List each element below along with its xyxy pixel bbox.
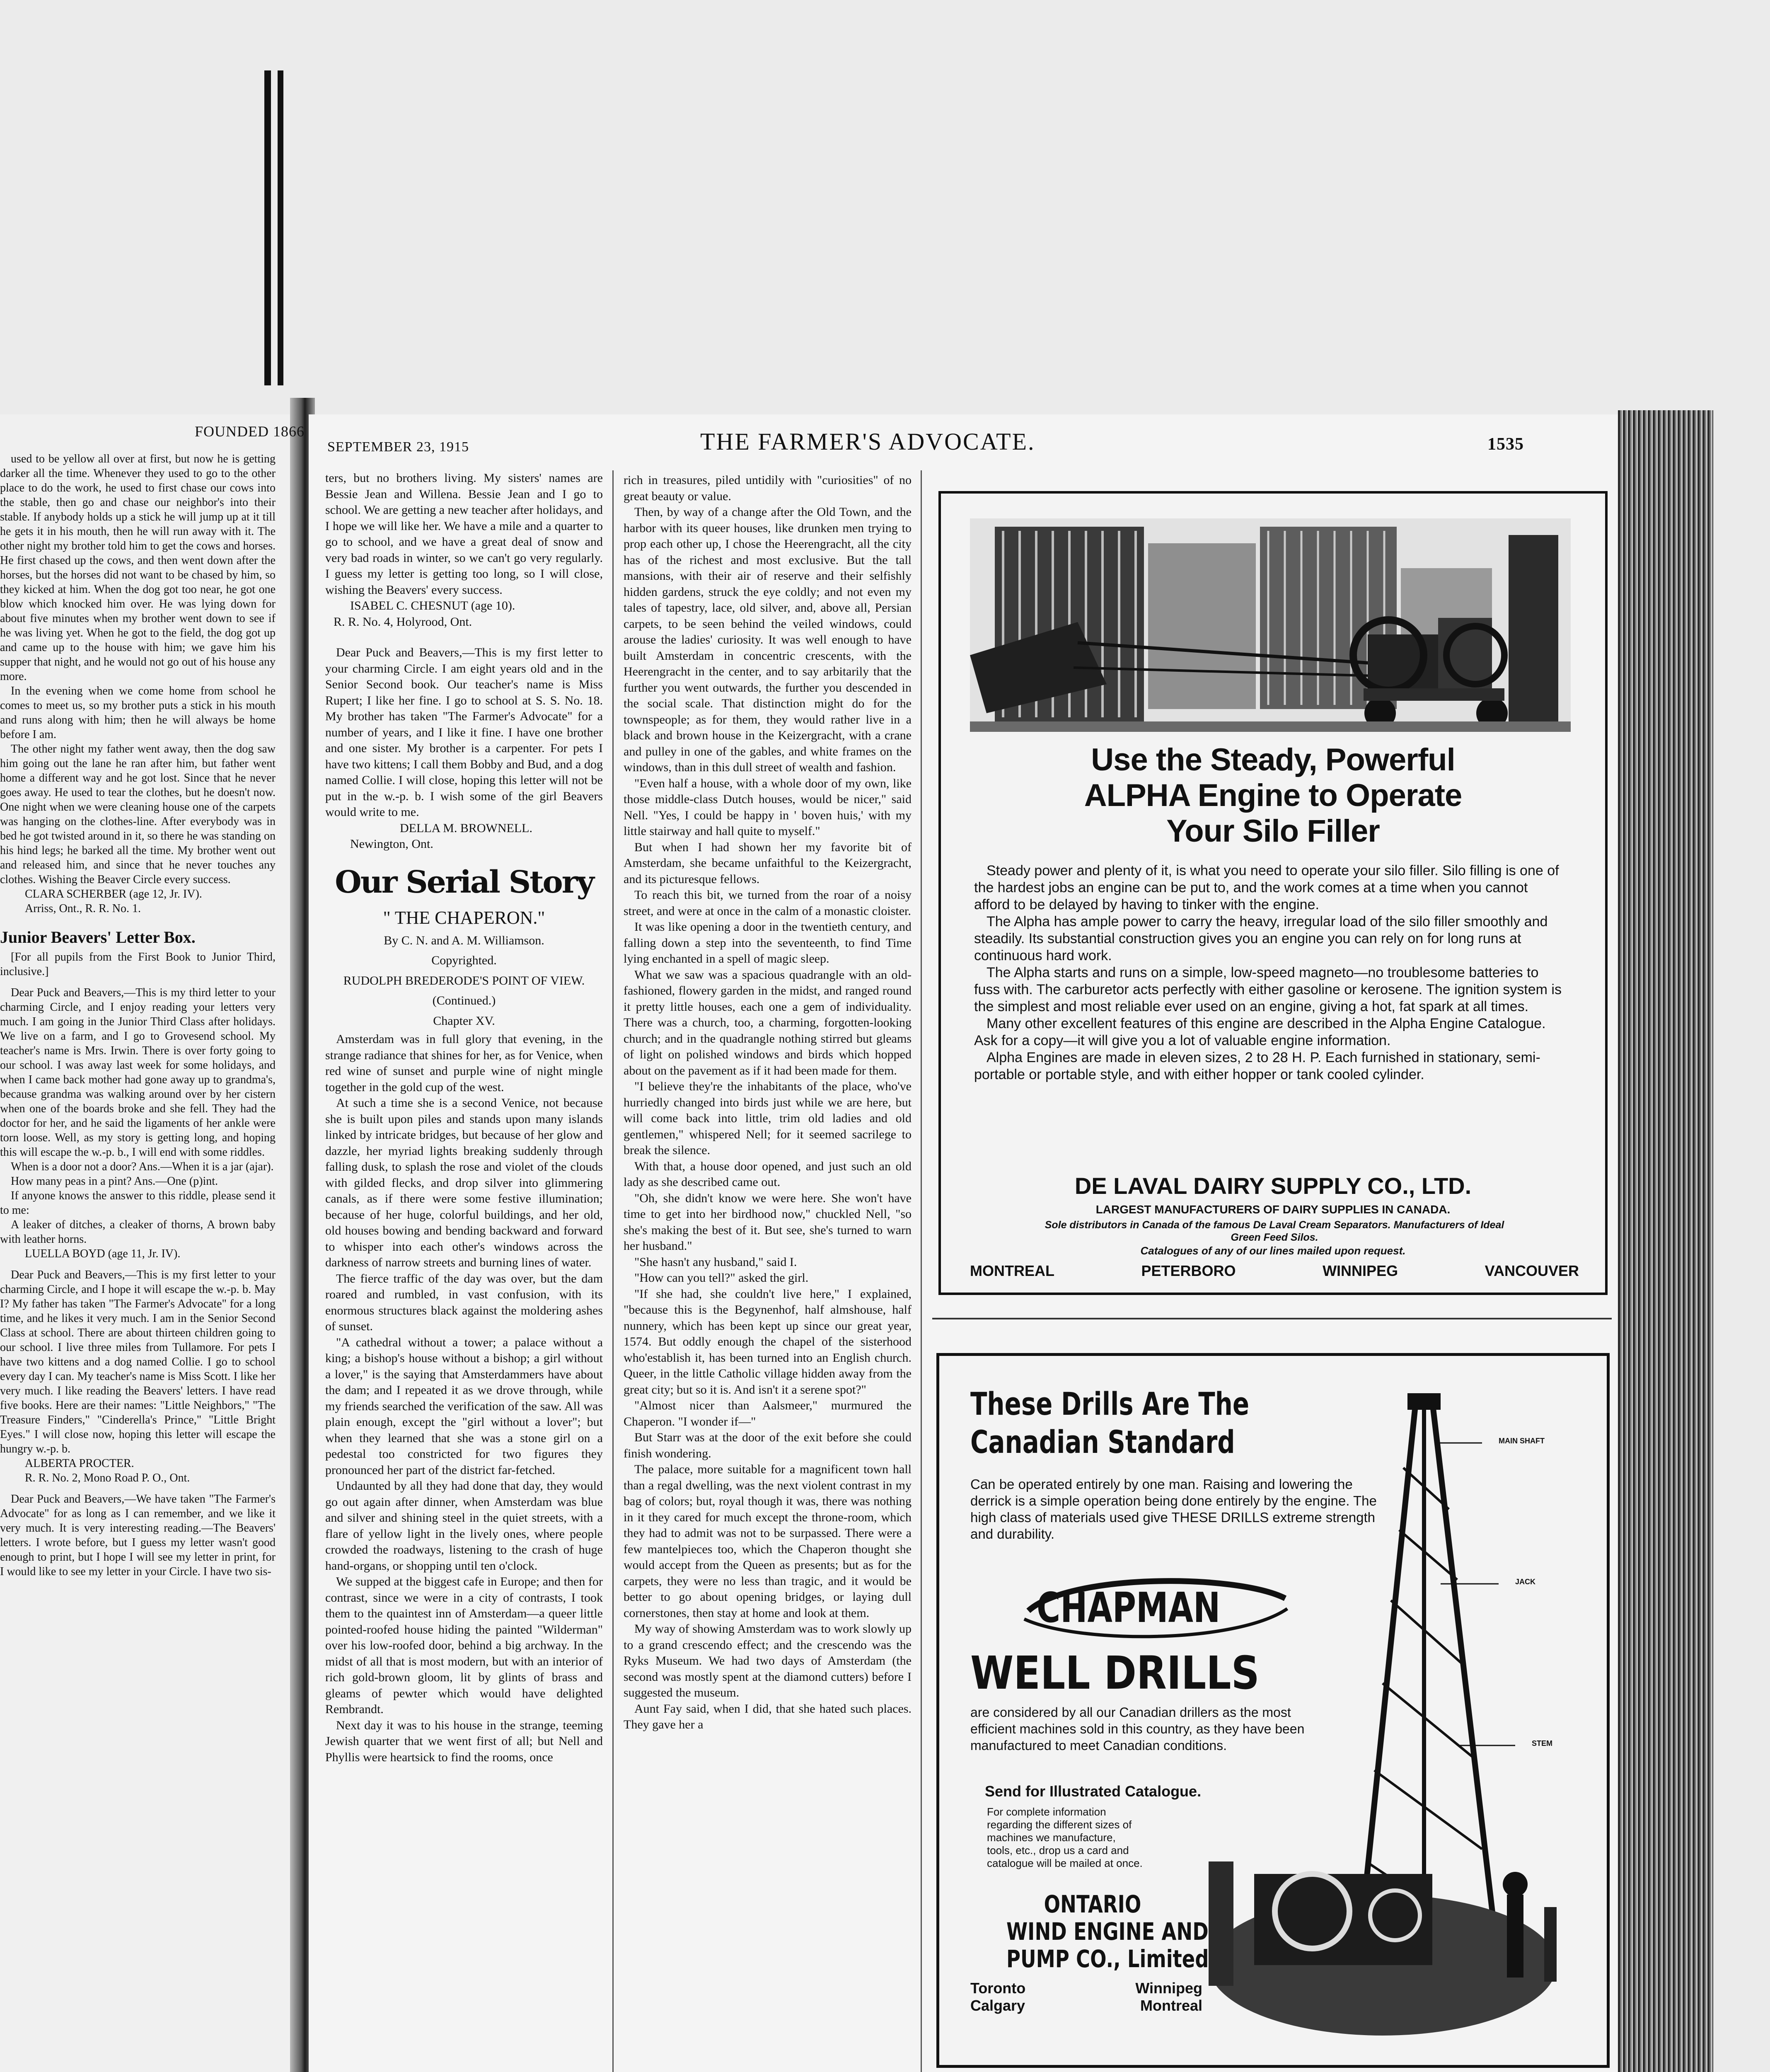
engine-illustration (970, 518, 1571, 732)
city: Calgary (970, 1997, 1025, 2014)
story-paragraph: The fierce traffic of the day was over, but the dam roared and rumbled, in vast confusion, with its enormous structures black against the moldering ashes of sunset. (325, 1271, 603, 1333)
letter-paragraph: A leaker of ditches, a cleaker of thorns, A brown baby with leather horns. (0, 1218, 276, 1246)
ad-paragraph: Alpha Engines are made in eleven sizes, 2 to 28 H. P. Each furnished in stationary, semi-portable or portable style, and with either hopper or tank cooled cylinder. (974, 1050, 1540, 1082)
story-paragraph: The palace, more suitable for a magnificent town hall than a regal dwelling, was the next violent contrast in my bag of colors; but, royal though it was, there was nothing in it they cared for much except the throne-room, which they had to admit was not to be surpassed. There were a few mantelpieces too, which the Chaperon thought she would accept from the Queen as presents; but as for the carpets, they were no less than tragic, and it would be better to go about opening bridges, or laying dull cornerstones, then stay at home and look at them. (624, 1462, 912, 1620)
page-date: SEPTEMBER 23, 1915 (327, 439, 469, 455)
diagram-label: STEM (1532, 1739, 1553, 1748)
letter-paragraph: Dear Puck and Beavers,—This is my first letter to your charming Circle, and I hope it will escape the w.-p. b. May I? My father has taken "The Farmer's Advocate" for a long time, and he likes it very much. I am in the Senior Second Class at school. There are about thirteen children going to our school. I live three miles from Tullamore. For pets I have two kittens and a dog named Collie. I go to school every day I can. My teacher's name is Miss Scott. I like her very much. I like reading the Beavers' letters. I have read five books. Here are their names: "Little Neighbors," "The Treasure Finders," "Cinderella's Prince," "Little Bright Eyes." I will close now, hoping this letter will escape the hungry w.-p. b. (0, 1268, 276, 1455)
story-paragraph: Amsterdam was in full glory that evening, in the strange radiance that shines for her, as for Venice, when red wine of sunset and purple wine of night mingle together in the gold cup of the west. (325, 1032, 603, 1094)
right-text-column (624, 472, 912, 2072)
ad-subline: Sole distributors in Canada of the famous De Laval Cream Separators. Manufacturers of Ideal Green Feed Silos. (1045, 1219, 1504, 1243)
story-paragraph: "If she had, she couldn't live here," I explained, "because this is the Begynenhof, half almshouse, half nunnery, which has been kept up since our great year, 1574. But oddly enough the chapel of the sisterhood who'establish it, has been turned into an English church. Queer, in the little Catholic village hidden away from the great city; but so it is. And isn't it a serene spot?" (624, 1287, 912, 1397)
ad-company-name: DE LAVAL DAIRY SUPPLY CO., LTD. (1074, 1173, 1472, 1199)
left-running-head: FOUNDED 1866 (195, 423, 305, 440)
letter-paragraph: ters, but no brothers living. My sisters' names are Bessie Jean and Willena. Bessie Jean and I go to school. We are getting a new teacher after holidays, and I hope we will like her. We have a mile and a quarter to go to school, and we have a great deal of snow and very bad roads in winter, so we can't go very regularly. I guess my letter is getting too long, so I will close, wishing the Beavers' every success. (325, 471, 603, 597)
gutter-mark-top-2 (278, 70, 283, 385)
ad-paragraph: The Alpha starts and runs on a simple, low-speed magneto—no troublesome batteries to fuss with. The carburetor acts perfectly with either gasoline or kerosene. The ignition system is the simplest and most reliable ever used on an engine, giving a hot, fat spark at all times. (974, 965, 1562, 1014)
story-paragraph: Then, by way of a change after the Old Town, and the harbor with its queer houses, like drunken men trying to prop each other up, I chose the Heerengracht, all the city has of the richest and most exclusive. But the tall mansions, with their air of reserve and their selfishly hidden gardens, struck the eye coldly; and not even my tales of tapestry, lace, old silver, and, above all, Persian carpets, to be seen behind the veiled windows, could arouse the ladies' curiosity. It was well enough to have built Amsterdam in concentric crescents, with the Heerengracht in the center, and to say arbitarily that the further you went outwards, the further you descended in the social scale. That distinction might do for the townspeople; as for them, they would rather live in a black and brown house in the Keizergracht, with a crane and pulley in one of the gables, and white frames on the windows, than in this dull street of wealth and fashion. (624, 505, 912, 774)
story-paragraph: To reach this bit, we turned from the roar of a noisy street, and were at once in the calm of a monastic cloister. (624, 888, 912, 918)
journal-title: THE FARMER'S ADVOCATE. (700, 428, 1035, 455)
story-continued: (Continued.) (432, 994, 496, 1007)
story-paragraph: "A cathedral without a tower; a palace without a king; a bishop's house without a bishop; a girl without a lover," is the saying that Amsterdammers have about the dam; and I repeated it as we drove through, while my friends searched the verification of the saw. All was plain enough, except the "girl without a lover"; but when they learned that she was a stone girl on a pedestal too constricted for two figures they pronounced her part of the district far-fetched. (325, 1335, 603, 1477)
story-paragraph: Next day it was to his house in the strange, teeming Jewish quarter that we went first of all; but Nell and Phyllis were heartsick to find the rooms, once (325, 1718, 603, 1764)
page-number: 1535 (1487, 435, 1524, 454)
story-paragraph: Undaunted by all they had done that day, they would go out again after dinner, when Amsterdam was blue and silver and shining steel in the quiet streets, with a flare of yellow light in the lively ones, where people crowded the roadways, listening to the crash of huge hand-organs, or shopping until ten o'clock. (325, 1479, 603, 1573)
middle-column (325, 470, 603, 2072)
ad-body (974, 862, 1567, 1083)
ad-headline (941, 742, 1605, 849)
story-paragraph: "Oh, she didn't know we were here. She won't have time to get into her birdhood now," chuckled Nell, "so she's making the best of it. But see, she's turned to warn her husband." (624, 1191, 912, 1253)
city: WINNIPEG (1323, 1262, 1398, 1279)
story-paragraph: rich in treasures, piled untidily with "curiosities" of no great beauty or value. (624, 473, 912, 503)
gutter-mark-top (264, 70, 271, 385)
story-paragraph: But Starr was at the door of the exit before she could finish wondering. (624, 1431, 912, 1460)
story-subtitle: RUDOLPH BREDERODE'S POINT OF VIEW. (343, 973, 585, 988)
ad-paragraph: The Alpha has ample power to carry the heavy, irregular load of the silo filler smoothly and steadily. Its substantial construction gives you an engine you can rely on for long runs at continuous hard work. (974, 914, 1548, 963)
diagram-label: JACK (1515, 1578, 1536, 1586)
city: Montreal (1140, 1997, 1202, 2014)
ad-cities (970, 1262, 1579, 1280)
story-copyright: Copyrighted. (431, 954, 497, 967)
story-paragraph: Aunt Fay said, when I did, that she hated such places. They gave her a (624, 1702, 912, 1731)
signature: ISABEL C. CHESNUT (age 10). (350, 599, 515, 612)
signature: DELLA M. BROWNELL. (400, 821, 532, 835)
signature: LUELLA BOYD (age 11, Jr. IV). (25, 1247, 181, 1260)
headline-line: These Drills Are The (970, 1385, 1250, 1422)
story-paragraph: "She hasn't any husband," said I. (634, 1255, 797, 1269)
story-paragraph: What we saw was a spacious quadrangle with an old-fashioned, flowery garden in the midst, and ranged round it pretty little houses, each one a gem of individuality. There was a church, too, a charming, forgotten-looking church; and in the quadrangle nothing stirred but gleams of light on polished windows and birds which hopped about on the pavement as if it had been made for them. (624, 968, 912, 1077)
signature-address: Newington, Ont. (350, 837, 433, 851)
letter-paragraph: used to be yellow all over at first, but now he is getting darker all the time. Whenever they used to go to the other place to do the work, he used to first chase our cows into the stable, then go and chase our neighbor's into their stable. If anybody holds up a stick he will jump up at it till he gets it in his mouth, then he will run away with it. The other night my brother told him to get the cows and horses. He first chased up the cows, and then went down after the horses, but the horses did not want to be chased by him, so they kicked at him. When the dog got too near, he got one blow which knocked him over. He was lying down for about five minutes when my brother went down to see if he was living yet. When he got to the field, the dog got up and came up to the house with him; we gave him his supper that night, and he would not go out of his house any more. (0, 453, 276, 683)
signature-address: Arriss, Ont., R. R. No. 1. (25, 902, 141, 915)
story-paragraph: "Even half a house, with a whole door of my own, like those middle-class Dutch houses, would be nicer," said Nell. "Yes, I could be happy in ' boven huis,' with my little stairway and hall quite to myself." (624, 776, 912, 838)
letter-paragraph: When is a door not a door? Ans.—When it is a jar (ajar). (11, 1160, 274, 1173)
ad-small: For complete information regarding the different sizes of machines we manufacture, tools, etc., drop us a card and catalogue will be mailed at once. (987, 1806, 1143, 1869)
story-paragraph: It was like opening a door in the twentieth century, and falling down a step into the seventeenth, to find Time lying enchanted in a spell of magic sleep. (624, 920, 912, 966)
product-name: WELL DRILLS (970, 1646, 1260, 1699)
headline-line: Use the Steady, Powerful (1091, 742, 1455, 777)
letter-paragraph: Dear Puck and Beavers,—We have taken "The Farmer's Advocate" for as long as I can remember, and we like it very much. It is very interesting reading.—The Beavers' letters. I wrote before, but I guess my letter wasn't good enough to print, but I hope I will see my letter in print, for I would like to see my letter in your Circle. I have two sis- (0, 1493, 276, 1578)
alpha-engine-ad (938, 491, 1608, 1295)
story-title: " THE CHAPERON." (383, 907, 545, 928)
city: VANCOUVER (1485, 1262, 1579, 1279)
section-subheading: [For all pupils from the First Book to Junior Third, inclusive.] (0, 951, 276, 978)
ad-company (985, 1890, 1209, 1973)
story-paragraph: With that, a house door opened, and just such an old lady as she described came out. (624, 1159, 912, 1189)
story-paragraph: "I believe they're the inhabitants of the place, who've hurriedly changed into birds just while we are here, but will come back into little, trim old ladies and old gentlemen," whispered Nell; for it seemed sacrilege to break the silence. (624, 1080, 912, 1157)
ad-cities (970, 1980, 1202, 2014)
letter-paragraph: If anyone knows the answer to this riddle, please send it to me: (0, 1189, 276, 1217)
well-drills-ad (936, 1353, 1610, 2068)
silo-engine-picture (970, 518, 1571, 732)
story-paragraph: "How can you tell?" asked the girl. (634, 1271, 809, 1285)
column-rule (921, 470, 922, 2072)
letter-paragraph: How many peas in a pint? Ans.—One (p)int. (11, 1175, 218, 1188)
headline-line: Canadian Standard (970, 1423, 1235, 1460)
headline-line: Your Silo Filler (1166, 813, 1380, 849)
ad-subline: Catalogues of any of our lines mailed upon request. (1140, 1244, 1406, 1257)
letter-paragraph: Dear Puck and Beavers,—This is my first letter to your charming Circle. I am eight years old and in the Senior Second book. Our teacher's name is Miss Rupert; I like her fine. I go to school at S. S. No. 18. My brother has taken "The Farmer's Advocate" for a number of years, and I like it fine. I have one brother and one sister. My brother is a carpenter. For pets I have two kittens; I call them Bobby and Bud, and a dog named Collie. I will close, hoping this letter will not be put in the w.-p. b. I wish some of the girl Beavers would write to me. (325, 646, 603, 819)
section-heading: Junior Beavers' Letter Box. (0, 928, 196, 946)
company-line: ONTARIO (1044, 1890, 1141, 1918)
story-paragraph: "Almost nicer than Aalsmeer," murmured the Chaperon. "I wonder if—" (624, 1399, 912, 1428)
drill-rig-illustration (1209, 1385, 1594, 2040)
letter-paragraph: Dear Puck and Beavers,—This is my third letter to your charming Circle, and I enjoy reading your letters very much. I am going in the Junior Third Class after holidays. We live on a farm, and I go to Grovesend school. My teacher's name is Mrs. Irwin. There is over forty going to our school. I was away last week for some holidays, and when I came back mother had gone away up to grandma's, because grandma was walking around over by her cistern when one of the boards broke and she fell. They had the doctor for her, and he said the ligaments of her ankle were torn loose. Well, as my story is getting long, and hoping this will escape the w.-p. b., I will end with some riddles. (0, 986, 276, 1159)
ad-separator (932, 1318, 1612, 1319)
ad-paragraph: Steady power and plenty of it, is what you need to operate your silo filler. Silo filling is one of the hardest jobs an engine can be put to, and the work comes at a time when you cannot afford to be delayed by having to tinker with the engine. (974, 863, 1559, 913)
signature: ALBERTA PROCTER. (25, 1457, 134, 1470)
story-paragraph: But when I had shown her my favorite bit of Amsterdam, she became unfaithful to the Keizergracht, and its picturesque fellows. (624, 840, 912, 886)
headline-line: ALPHA Engine to Operate (1084, 778, 1462, 813)
city: PETERBORO (1141, 1262, 1236, 1279)
ad-subline: LARGEST MANUFACTURERS OF DAIRY SUPPLIES IN CANADA. (1095, 1203, 1451, 1216)
serial-story-heading: Our Serial Story (335, 864, 593, 900)
column-rule (612, 470, 614, 2072)
page-block-edges (1618, 410, 1713, 2072)
ad-paragraph: Many other excellent features of this engine are described in the Alpha Engine Catalogue. Ask for a copy—it will give you a lot of valuable engine information. (974, 1016, 1546, 1048)
city: Winnipeg (1135, 1980, 1202, 1997)
company-line: WIND ENGINE AND (1006, 1917, 1209, 1946)
signature-address: R. R. No. 4, Holyrood, Ont. (334, 615, 472, 629)
brand-name: CHAPMAN (1037, 1583, 1221, 1632)
left-page-column (0, 452, 276, 2072)
letter-paragraph: The other night my father went away, then the dog saw him going out the lane he ran after him, but father went home a different way and he got lost. Since that he never goes away. He used to tear the clothes, but he doesn't now. One night when we were cleaning house one of the carpets was hanging on the clothes-line. After everybody was in bed he got twisted around in it, so there he was standing on his hind legs; he barked all the time. My brother went out and released him, and since that he never touches any clothes. Wishing the Beaver Circle every success. (0, 743, 276, 886)
signature: CLARA SCHERBER (age 12, Jr. IV). (25, 888, 202, 900)
city: Toronto (970, 1980, 1026, 1997)
ad-intro: Can be operated entirely by one man. Raising and lowering the derrick is a simple operation being done entirely by the engine. The high class of materials used give THESE DRILLS extreme strength and durability. (970, 1477, 1377, 1542)
signature-address: R. R. No. 2, Mono Road P. O., Ont. (25, 1472, 190, 1484)
ad-body: are considered by all our Canadian drillers as the most efficient machines sold in this country, as they have been manufactured to meet Canadian conditions. (970, 1705, 1305, 1753)
story-paragraph: At such a time she is a second Venice, not because she is built upon piles and stands upon many islands linked by intricate bridges, but because of her glow and dazzle, her myriad lights breaking suddenly through falling dusk, to splash the rose and violet of the clouds with gilded flecks, and drop silver into glimmering canals, as if there were some festive illumination; because of her huge, colorful buildings, and her old, old houses bowing and bending backward and forward to whisper into each other's windows across the darkness of narrow streets and burning lines of water. (325, 1096, 603, 1269)
story-paragraph: My way of showing Amsterdam was to work slowly up to a grand crescendo effect; and the crescendo was the Ryks Museum. We had two days of Amsterdam (the second was mostly spent at the diamond cutters) before I suggested the museum. (624, 1622, 912, 1699)
derrick-picture (1209, 1385, 1594, 2040)
story-paragraph: We supped at the biggest cafe in Europe; and then for contrast, since we were in a city of contrasts, I took them to the quaintest inn of Amsterdam—a queer little pointed-roofed house hiding the painted "Wilderman" over his low-roofed door, behind a big archway. In the midst of all that is most modern, but with an interior of rich gold-brown gloom, lit by glints of brass and gleams of pewter which would have delighted Rembrandt. (325, 1575, 603, 1716)
ad-send: Send for Illustrated Catalogue. (985, 1783, 1202, 1800)
letter-paragraph: In the evening when we come home from school he comes to meet us, so my brother puts a stick in his mouth and runs along with him; then he will always be home before I am. (0, 685, 276, 741)
city: MONTREAL (970, 1262, 1054, 1279)
story-chapter: Chapter XV. (433, 1014, 495, 1028)
story-authors: By C. N. and A. M. Williamson. (384, 933, 544, 947)
company-line: PUMP CO., Limited (1006, 1945, 1209, 1973)
diagram-label: MAIN SHAFT (1499, 1437, 1545, 1445)
